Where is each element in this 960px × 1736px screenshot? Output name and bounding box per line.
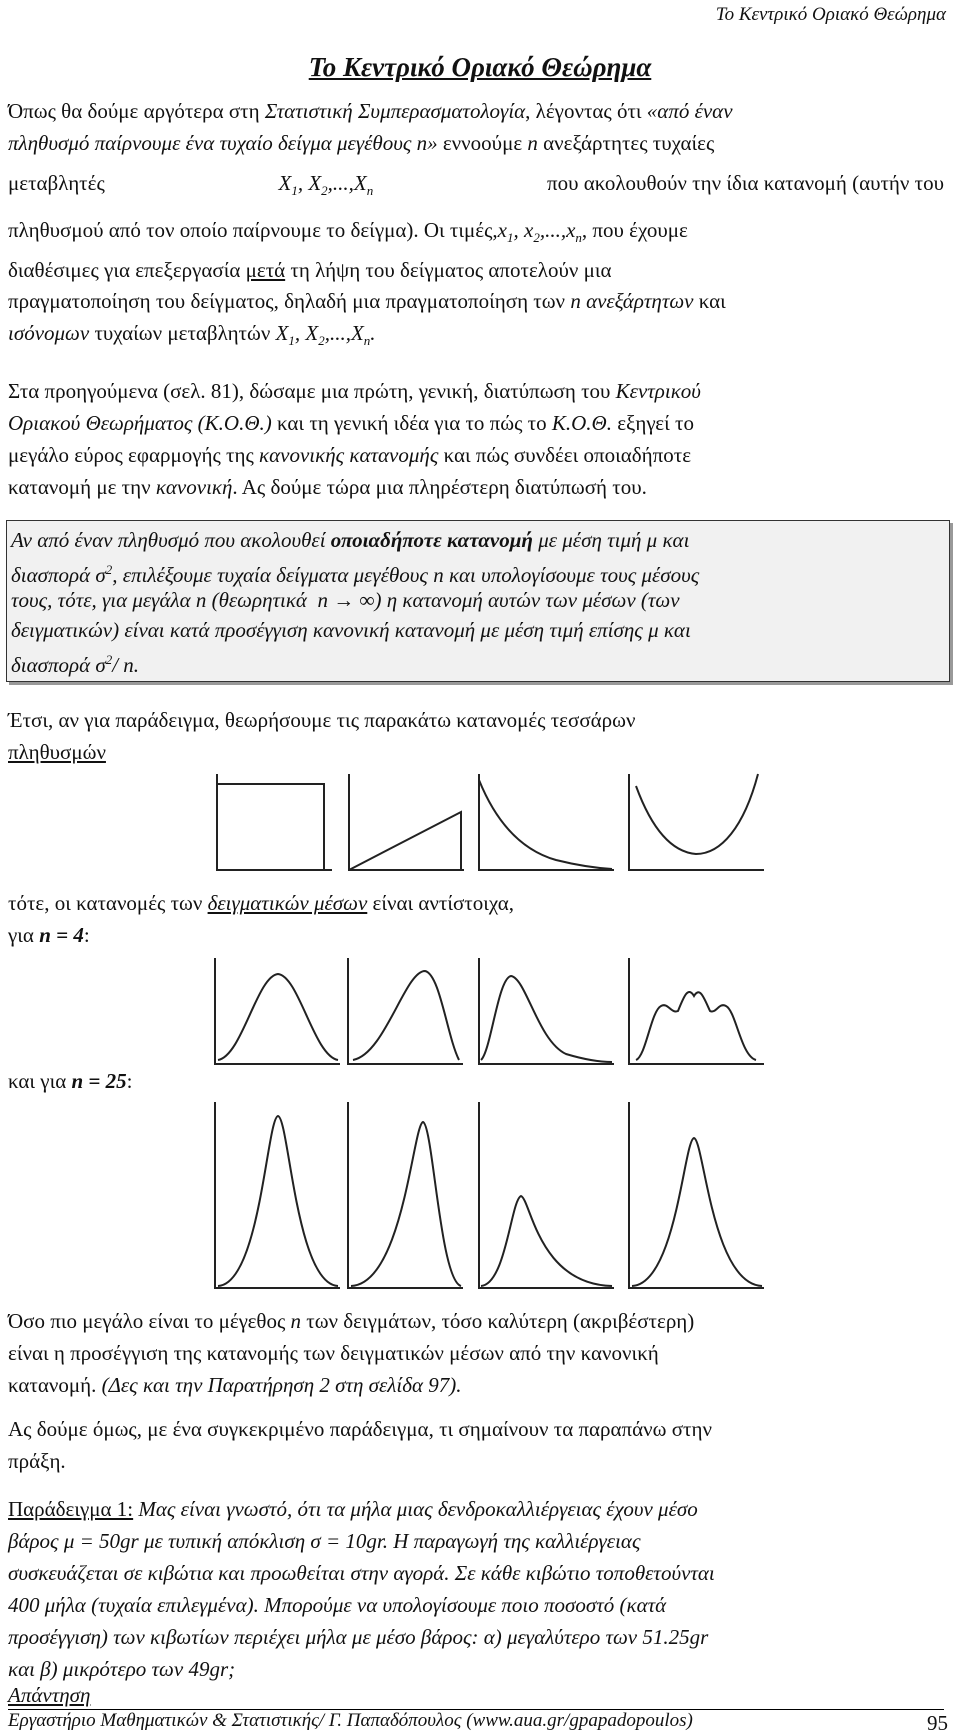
line: διασπορά $\sigma^2$, επιλέξουμε τυχαία δείγματα μεγέθους n και υπολογίσουμε τους μέσους [11,562,700,587]
plot-n4-uniform [212,956,342,1066]
plot-u-shaped [626,772,766,872]
line: δειγματικών) είναι κατά προσέγγιση κανονική κατανομή με μέση τιμή επίσης μ και [11,618,691,642]
plot-uniform [214,772,334,872]
line: Οριακού Θεωρήματος (Κ.Ο.Θ.) και τη γενική ιδέα για το πώς το Κ.Ο.Θ. εξηγεί το [8,411,694,435]
line: Παράδειγμα 1: Μας είναι γνωστό, ότι τα μήλα μιας δενδροκαλλιέργειας έχουν μέσο [8,1497,698,1521]
line: ισόνομων τυχαίων μεταβλητών $X_1$, $X_2,...,X_n$. [8,321,376,349]
values-formula: $x_1$, $x_2,...,x_n$ [497,218,582,246]
example-label: Παράδειγμα 1: [8,1497,134,1521]
line: είναι η προσέγγιση της κατανομής των δειγματικών μέσων από την κανονική [8,1341,659,1365]
plot-n4-triangular [345,956,465,1066]
line: κατανομή. (Δες και την Παρατήρηση 2 στη σελίδα 97). [8,1373,462,1397]
line: διαθέσιμες για επεξεργασία μετά τη λήψη του δείγματος αποτελούν μια [8,258,612,282]
line: πληθυσμό παίρνουμε ένα τυχαίο δείγμα μεγέθους n» εννοούμε n ανεξάρτητες τυχαίες [8,131,715,155]
n25-line: και για n = 25: [8,1069,133,1093]
plot-exponential [476,772,616,872]
plot-n25-exponential [476,1100,616,1290]
line: Όσο πιο μεγάλο είναι το μέγεθος n των δειγμάτων, τόσο καλύτερη (ακριβέστερη) [8,1309,695,1333]
line: και β) μικρότερο των 49gr; [8,1657,236,1681]
line: πράξη. [8,1449,66,1473]
page-number: 95 [927,1711,948,1735]
populations-word: πληθυσμών [8,740,106,764]
line: συσκευάζεται σε κιβώτια και προωθείται στην αγορά. Σε κάθε κιβώτιο τοποθετούνται [8,1561,715,1585]
line: βάρος μ = 50gr με τυπική απόκλιση σ = 10gr. Η παραγωγή της καλλιέργειας [8,1529,641,1553]
line: 400 μήλα (τυχαία επιλεγμένα). Μπορούμε να υπολογίσουμε ποιο ποσοστό (κατά [8,1593,667,1617]
plot-n25-triangular [345,1100,465,1290]
plot-triangular [346,772,466,872]
plot-n4-u-shaped [626,956,766,1066]
line: μεταβλητές $X_1$, $X_2,...,X_n$ που ακολουθούν την ίδια κατανομή (αυτήν του [8,168,944,206]
line: Αν από έναν πληθυσμό που ακολουθεί οποιαδήποτε κατανομή με μέση τιμή μ και [11,528,690,552]
line: μεγάλο εύρος εφαρμογής της κανονικής κατανομής και πώς συνδέει οποιαδήποτε [8,443,692,467]
answer-heading: Απάντηση [8,1683,91,1707]
plot-n25-uniform [212,1100,342,1290]
footer-text: Εργαστήριο Μαθηματικών & Στατιστικής/ Γ. Παπαδόπουλος (www.aua.gr/gpapadopoulos) [8,1710,693,1731]
line: διασπορά $\sigma^2/$ n. [11,652,140,677]
line: κατανομή με την κανονική. Ας δούμε τώρα μια πληρέστερη διατύπωσή του. [8,475,647,499]
theorem-box [6,520,950,682]
line: Όπως θα δούμε αργότερα στη Στατιστική Συμπερασματολογία, λέγοντας ότι «από έναν [8,99,733,123]
line: τους, τότε, για μεγάλα n (θεωρητικά n → ∞) η κατανομή αυτών των μέσων (των [11,588,680,612]
line: πληθυσμού από τον οποίο παίρνουμε το δείγμα). Οι $\tau\iota\mu έ\varsigma,x_1$, $x_2,...,x_n$, που έχουμε [8,218,688,246]
line: πραγματοποίηση του δείγματος, δηλαδή μια πραγματοποίηση των n ανεξάρτητων και [8,289,726,313]
plot-n4-exponential [476,956,616,1066]
random-variables-formula: $X_1$, $X_2,...,X_n$ [278,171,374,199]
line: Ας δούμε όμως, με ένα συγκεκριμένο παράδειγμα, τι σημαίνουν τα παραπάνω στην [8,1417,712,1441]
n4-line: για n = 4: [8,923,90,947]
running-header: Το Κεντρικό Οριακό Θεώρημα [715,4,946,25]
line: Στα προηγούμενα (σελ. 81), δώσαμε μια πρώτη, γενική, διατύπωση του Κεντρικού [8,379,701,403]
plot-n25-u-shaped [626,1100,766,1290]
sample-means-line: τότε, οι κατανομές των δειγματικών μέσων είναι αντίστοιχα, [8,891,515,915]
page-title: Το Κεντρικό Οριακό Θεώρημα [308,52,652,82]
random-variables-formula-2: $X_1$, $X_2,...,X_n$. [275,321,376,349]
populations-intro-line: Έτσι, αν για παράδειγμα, θεωρήσουμε τις παρακάτω κατανομές τεσσάρων [8,708,636,732]
line: προσέγγιση) των κιβωτίων περιέχει μήλα με μέσο βάρος: α) μεγαλύτερο των 51.25gr [8,1625,709,1649]
